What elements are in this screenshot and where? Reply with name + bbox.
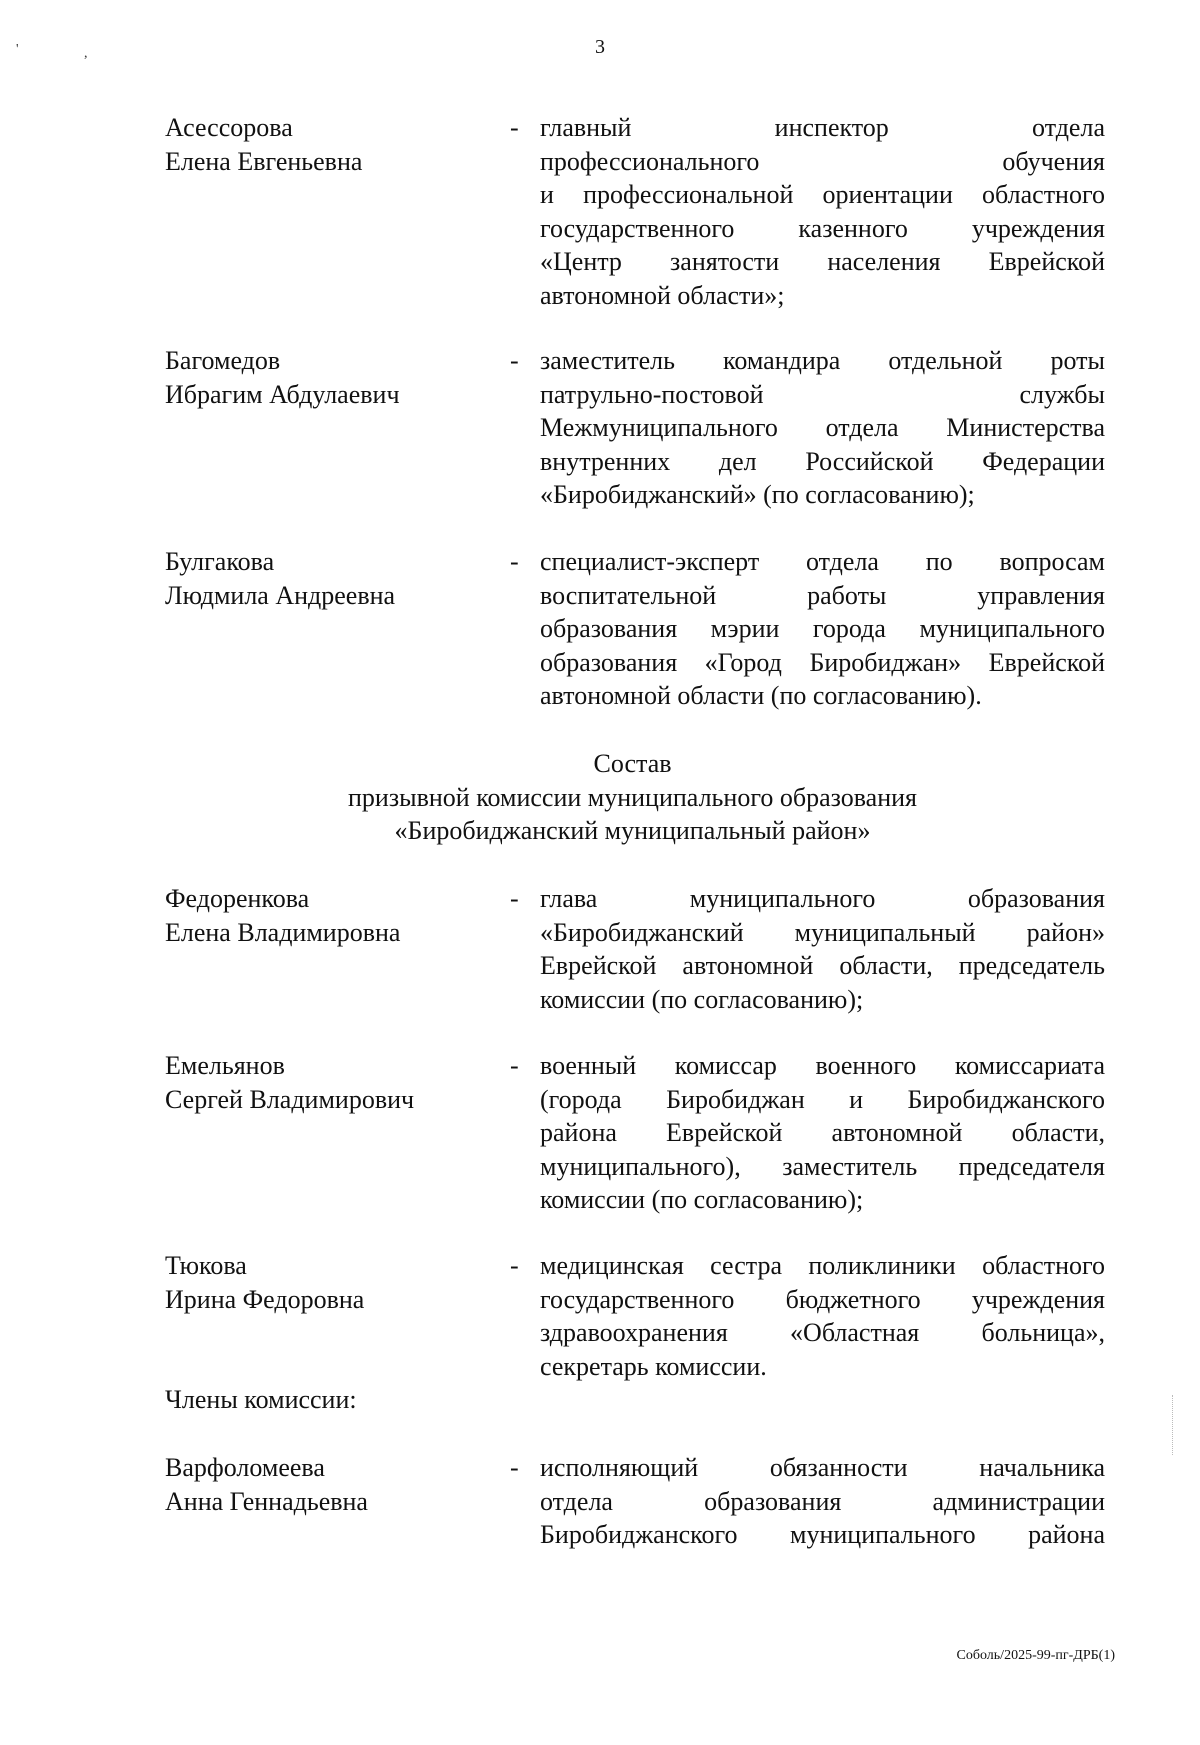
position-description [540,882,1105,1016]
desc-line: заместитель командира отдельной роты [540,346,1105,375]
desc-line: медицинская сестра поликлиники областного [540,1251,1105,1280]
desc-line: внутренних дел Российской Федерации [540,446,1105,476]
surname: Асессорова [165,113,293,142]
position-description [540,111,1105,312]
desc-line: воспитательной работы управления [540,580,1105,610]
footer-document-code: Соболь/2025-99-пг-ДРБ(1) [956,1648,1115,1663]
given-name: Людмила Андреевна [165,580,396,610]
desc-line: района Еврейской автономной области, [540,1118,1105,1147]
person-name [165,882,505,949]
desc-line: «Биробиджанский» (по согласованию); [540,480,975,509]
dash: - [510,346,519,375]
person-name [165,1249,505,1316]
person-name [165,111,505,178]
dash: - [510,547,519,576]
desc-line: и профессиональной ориентации областного [540,180,1105,209]
given-name: Елена Владимировна [165,917,401,947]
dash: - [510,884,519,913]
desc-line: комиссии (по согласованию); [540,1185,864,1214]
desc-line: (города Биробиджан и Биробиджанского [540,1084,1105,1114]
desc-line: Биробиджанского муниципального района [540,1520,1105,1549]
position-description [540,1249,1105,1383]
position-description [540,1451,1105,1552]
desc-line: профессионального обучения [540,146,1105,176]
desc-line: Межмуниципального отдела Министерства [540,413,1105,442]
desc-line: «Биробиджанский муниципальный район» [540,917,1105,947]
desc-line: отдела образования администрации [540,1486,1105,1516]
position-description [540,1049,1105,1217]
heading-line: призывной комиссии муниципального образования [348,782,917,812]
members-label: Члены комиссии: [165,1385,357,1414]
desc-line: специалист-эксперт отдела по вопросам [540,547,1105,576]
person-name [165,1049,505,1116]
dash: - [510,1251,519,1280]
desc-line: Еврейской автономной области, председатель [540,951,1105,980]
given-name: Сергей Владимирович [165,1084,415,1114]
dash: - [510,113,519,142]
surname: Варфоломеева [165,1453,325,1482]
given-name: Анна Геннадьевна [165,1486,368,1516]
desc-line: автономной области»; [540,280,785,310]
surname: Тюкова [165,1251,247,1280]
surname: Багомедов [165,346,281,375]
side-scan-mark [1172,1395,1175,1455]
heading-line: Состав [593,749,672,778]
dash: - [510,1453,519,1482]
desc-line: образования мэрии города муниципального [540,614,1105,643]
section-heading [0,747,1200,848]
position-description [540,344,1105,512]
desc-line: муниципального), заместитель председателя [540,1151,1105,1181]
desc-line: глава муниципального образования [540,884,1105,913]
desc-line: исполняющий обязанности начальника [540,1453,1105,1482]
desc-line: главный инспектор отдела [540,113,1105,142]
heading-line: «Биробиджанский муниципальный район» [394,816,871,845]
scan-mark-left: ' [16,42,19,57]
surname: Булгакова [165,547,275,576]
desc-line: автономной области (по согласованию). [540,681,982,710]
desc-line: здравоохранения «Областная больница», [540,1318,1105,1347]
person-name [165,545,505,612]
person-name [165,1451,505,1518]
dash: - [510,1051,519,1080]
given-name: Елена Евгеньевна [165,146,363,176]
desc-line: образования «Город Биробиджан» Еврейской [540,647,1105,677]
page-number: 3 [595,36,605,58]
desc-line: государственного бюджетного учреждения [540,1284,1105,1314]
position-description [540,545,1105,713]
person-name [165,344,505,411]
scan-mark-left-2: , [84,46,88,61]
surname: Емельянов [165,1051,285,1080]
desc-line: военный комиссар военного комиссариата [540,1051,1105,1080]
given-name: Ирина Федоровна [165,1284,365,1314]
desc-line: «Центр занятости населения Еврейской [540,247,1105,276]
desc-line: государственного казенного учреждения [540,213,1105,243]
desc-line: комиссии (по согласованию); [540,984,864,1014]
given-name: Ибрагим Абдулаевич [165,379,400,409]
surname: Федоренкова [165,884,310,913]
desc-line: секретарь комиссии. [540,1351,767,1381]
desc-line: патрульно-постовой службы [540,379,1105,409]
